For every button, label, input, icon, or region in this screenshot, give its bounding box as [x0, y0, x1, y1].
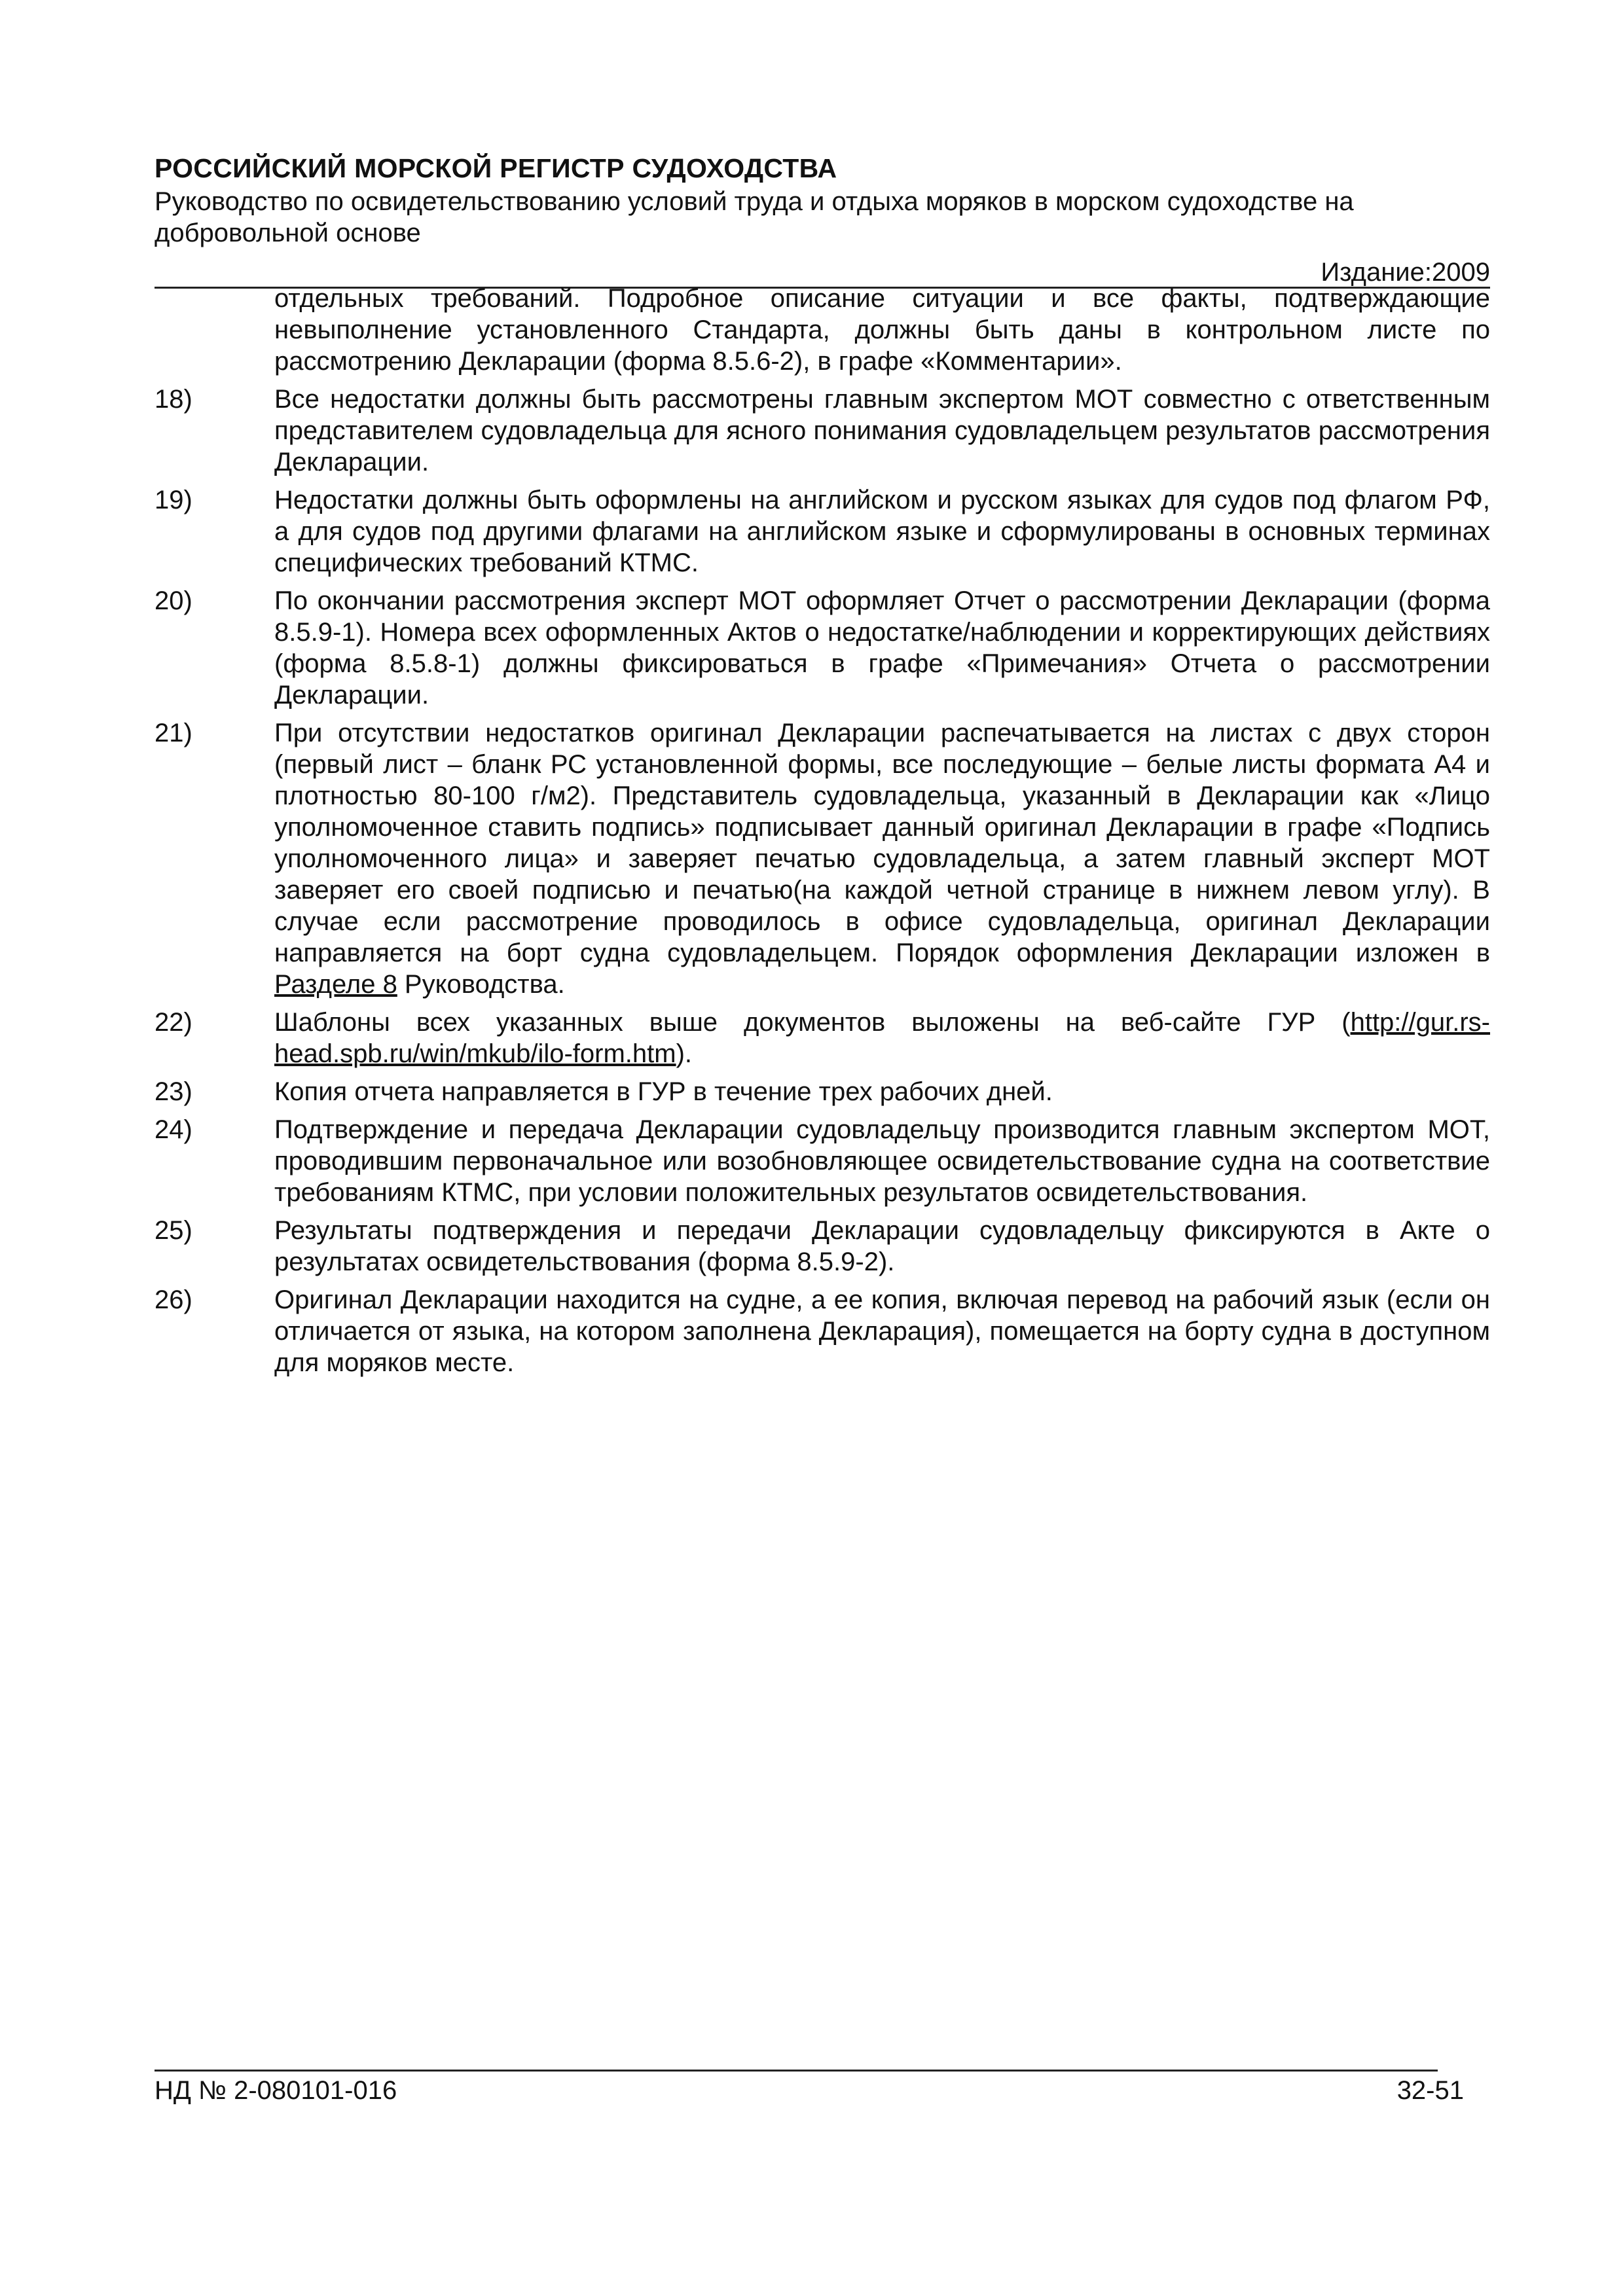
footer-divider [155, 2070, 1438, 2072]
list-item-18 [155, 384, 1490, 478]
item-text: Все недостатки должны быть рассмотрены главным экспертом МОТ совместно с ответственным представителем судовладельца для ясного понимания судовладельцем результатов рассмотрения Декларации. [274, 385, 1490, 476]
edition-label: Издание:2009 [1321, 258, 1490, 287]
item-text [274, 717, 1490, 1000]
item-text-part: Шаблоны всех указанных выше документов выложены на веб-сайте ГУР ( [274, 1008, 1351, 1037]
ilo-form-url-link[interactable]: http://gur.rs-head.spb.ru/win/mkub/ilo-form.htm [274, 1008, 1490, 1068]
list-item-25 [155, 1215, 1490, 1278]
item-number: 22) [155, 1008, 192, 1037]
list-item-26 [155, 1284, 1490, 1378]
document-title: Руководство по освидетельствованию условий труда и отдыха моряков в морском судоходстве на добровольной основе [155, 187, 1354, 247]
item-number: 23) [155, 1077, 192, 1106]
item-text [274, 1007, 1490, 1069]
document-number: НД № 2-080101-016 [155, 2076, 397, 2105]
list-item-23 [155, 1076, 1490, 1107]
item-text: Копия отчета направляется в ГУР в течение трех рабочих дней. [274, 1077, 1053, 1106]
page-number: 32-51 [1396, 2076, 1464, 2105]
list-item-22 [155, 1007, 1490, 1069]
continuation-paragraph: отдельных требований. Подробное описание ситуации и все факты, подтверждающие невыполнение установленного Стандарта, должны быть даны в контрольном листе по рассмотрению Декларации (форма 8.5.6-2), в графе «Комментарии». [274, 284, 1490, 376]
document-body [155, 283, 1490, 1385]
item-text: По окончании рассмотрения эксперт МОТ оформляет Отчет о рассмотрении Декларации (форма 8.5.9-1). Номера всех оформленных Актов о недостатке/наблюдении и корректирующих действиях (форма 8.5.8-1) должны фиксироваться в графе «Примечания» Отчета о рассмотрении Декларации. [274, 586, 1490, 709]
item-text: Оригинал Декларации находится на судне, а ее копия, включая перевод на рабочий язык (если он отличается от языка, на котором заполнена Декларация), помещается на борту судна в доступном для моряков месте. [274, 1285, 1490, 1377]
item-number: 19) [155, 486, 192, 514]
list-item-21 [155, 717, 1490, 1000]
item-number: 24) [155, 1115, 192, 1144]
item-text: Результаты подтверждения и передачи Декларации судовладельцу фиксируются в Акте о результатах освидетельствования (форма 8.5.9-2). [274, 1216, 1490, 1276]
item-text-part: При отсутствии недостатков оригинал Декларации распечатывается на листах с двух сторон (первый лист – бланк РС установленной формы, все последующие – белые листы формата А4 и плотностью 80-100 г/м2). Представитель судовладельца, указанный в Декларации как «Лицо уполномоченное ставить подпись» подписывает данный оригинал Декларации в графе «Подпись уполномоченного лица» и заверяет печатью судовладельца, а затем главный эксперт МОТ заверяет его своей подписью и печатью(на каждой четной странице в нижнем левом углу). В случае если рассмотрение проводилось в офисе судовладельца, оригинал Декларации направляется на борт судна судовладельцем. Порядок оформления Декларации изложен в [274, 719, 1490, 967]
item-text: Подтверждение и передача Декларации судовладельцу производится главным экспертом МОТ, проводившим первоначальное или возобновляющее освидетельствование судна на соответствие требованиям КТМС, при условии положительных результатов освидетельствования. [274, 1115, 1490, 1207]
item-number: 25) [155, 1216, 192, 1245]
item-text: Недостатки должны быть оформлены на английском и русском языках для судов под флагом РФ, а для судов под другими флагами на английском языке и сформулированы в основных терминах специфических требований КТМС. [274, 486, 1490, 577]
page-header [155, 152, 1490, 288]
item-text-part: Руководства. [397, 970, 565, 999]
organization-name: РОССИЙСКИЙ МОРСКОЙ РЕГИСТР СУДОХОДСТВА [155, 153, 837, 183]
list-item-24 [155, 1114, 1490, 1208]
item-number: 21) [155, 719, 192, 747]
item-text-part: ). [676, 1039, 693, 1068]
list-item-19 [155, 484, 1490, 579]
item-number: 18) [155, 385, 192, 414]
item-number: 20) [155, 586, 192, 615]
list-item-20 [155, 585, 1490, 711]
section-8-link[interactable]: Разделе 8 [274, 970, 397, 999]
item-number: 26) [155, 1285, 192, 1314]
